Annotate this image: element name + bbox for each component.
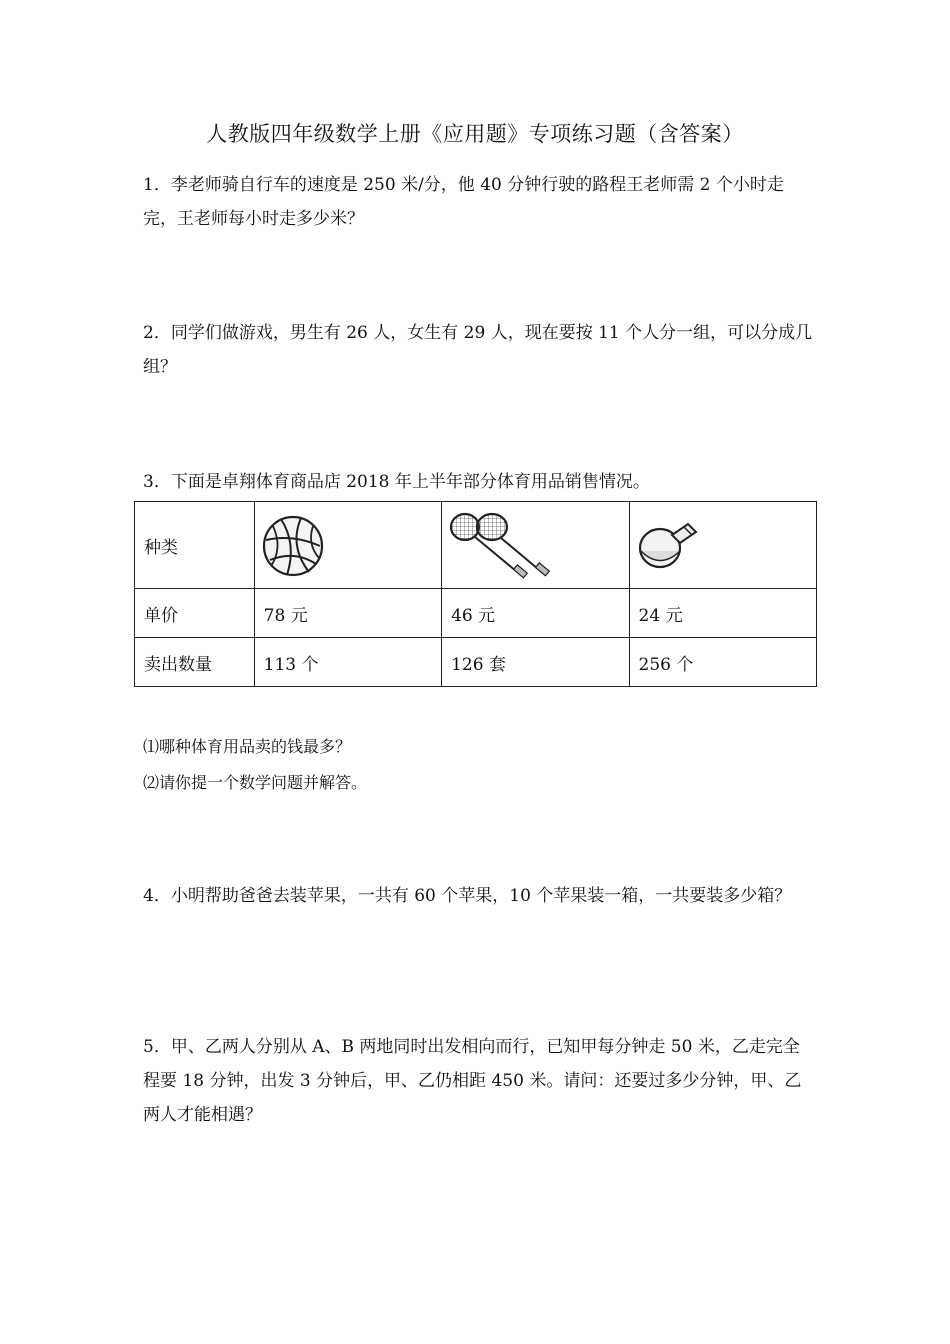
ping-pong-paddle-icon [636, 518, 700, 576]
question-4: 4．小明帮助爸爸去装苹果，一共有 60 个苹果，10 个苹果装一箱，一共要装多少箱？ [143, 886, 792, 906]
qty-basketball: 113 个 [254, 638, 441, 687]
cell-badminton [442, 502, 629, 589]
page-title: 人教版四年级数学上册《应用题》专项练习题（含答案） [206, 122, 744, 146]
cell-basketball [254, 502, 441, 589]
cell-ping-pong [629, 502, 816, 589]
question-3: 3．下面是卓翔体育商品店 2018 年上半年部分体育用品销售情况。 [143, 472, 650, 492]
table-row-kind [135, 502, 817, 589]
question-1: 1．李老师骑自行车的速度是 250 米/分，他 40 分钟行驶的路程王老师需 2 个小时走完，王老师每小时走多少米？ [143, 175, 784, 229]
question-5: 5．甲、乙两人分别从 A、B 两地同时出发相向而行，已知甲每分钟走 50 米，乙走完全程要 18 分钟，出发 3 分钟后，甲、乙仍相距 450 米。请问：还要过多少分钟，甲、乙两人才能相遇？ [143, 1037, 802, 1125]
question-3-sub-2: ⑵请你提一个数学问题并解答。 [143, 773, 368, 792]
sales-table [134, 501, 817, 687]
price-basketball: 78 元 [254, 589, 441, 638]
badminton-rackets-icon [448, 510, 558, 582]
qty-badminton: 126 套 [442, 638, 629, 687]
table-row-price [135, 589, 817, 638]
price-ping-pong: 24 元 [629, 589, 816, 638]
qty-ping-pong: 256 个 [629, 638, 816, 687]
table-row-quantity [135, 638, 817, 687]
question-3-sub-1: ⑴哪种体育用品卖的钱最多？ [143, 737, 352, 756]
price-badminton: 46 元 [442, 589, 629, 638]
row-label-kind: 种类 [135, 502, 255, 589]
question-2: 2．同学们做游戏，男生有 26 人，女生有 29 人，现在要按 11 个人分一组，可以分成几组？ [143, 323, 813, 377]
basketball-icon [261, 514, 325, 578]
row-label-price: 单价 [135, 589, 255, 638]
row-label-quantity: 卖出数量 [135, 638, 255, 687]
